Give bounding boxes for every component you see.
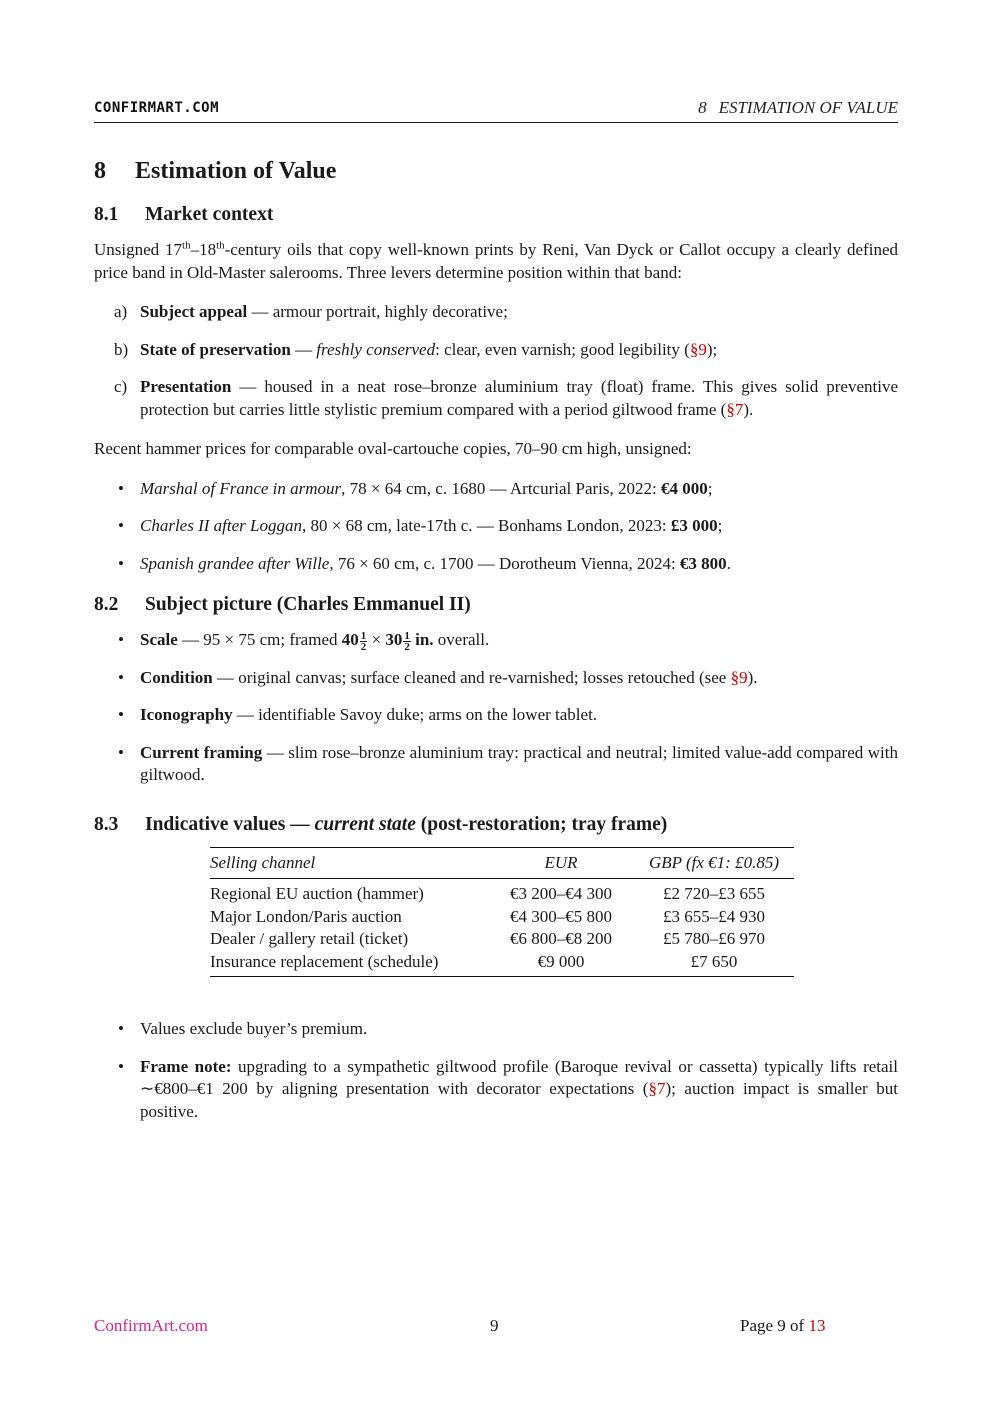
running-section-title: ESTIMATION OF VALUE bbox=[718, 98, 898, 117]
list-item: • Condition — original canvas; surface cleaned and re-varnished; losses retouched (see §9). bbox=[94, 667, 898, 690]
section-title: Estimation of Value bbox=[135, 158, 337, 184]
confirmart-logo: CONFIRMART.COM bbox=[94, 100, 220, 116]
value-levers-list bbox=[94, 301, 898, 421]
running-section-number: 8 bbox=[698, 98, 707, 117]
table-row: Regional EU auction (hammer) €3 200–€4 300 £2 720–£3 655 bbox=[210, 884, 765, 904]
value-notes-list bbox=[94, 1018, 898, 1123]
section-ref-link[interactable]: §9 bbox=[730, 667, 748, 687]
list-item: • Marshal of France in armour, 78 × 64 cm, c. 1680 — Artcurial Paris, 2022: €4 000; bbox=[94, 478, 898, 501]
total-pages-link[interactable]: 13 bbox=[808, 1316, 826, 1335]
subsection-heading-8-2 bbox=[94, 593, 898, 617]
running-title bbox=[698, 98, 898, 118]
main-content bbox=[94, 156, 898, 1141]
list-item: • Iconography — identifiable Savoy duke; arms on the lower tablet. bbox=[94, 704, 898, 727]
list-item: • Values exclude buyer’s premium. bbox=[94, 1018, 898, 1041]
column-header: GBP (fx €1: £0.85) bbox=[634, 847, 794, 879]
indicative-values-table bbox=[210, 847, 794, 978]
section-number: 8 bbox=[94, 158, 106, 184]
footer-page-count: Page 9 of 13 bbox=[740, 1316, 826, 1335]
table-row: Dealer / gallery retail (ticket) €6 800–€8 200 £5 780–£6 970 bbox=[210, 929, 765, 949]
subsection-number: 8.2 bbox=[94, 594, 119, 615]
comparables-list bbox=[94, 478, 898, 576]
list-item: • Frame note: upgrading to a sympathetic giltwood profile (Baroque revival or cassetta) typically lifts retail ∼€800–€1 200 by aligning presentation with decorator expectations (§7); auction impact is smaller but positive. bbox=[94, 1056, 898, 1124]
list-item: b) State of preservation — freshly conserved: clear, even varnish; good legibility (§9); bbox=[114, 339, 718, 359]
column-header: Selling channel bbox=[210, 847, 488, 879]
section-ref-link[interactable]: §7 bbox=[648, 1079, 666, 1099]
subject-picture-list bbox=[94, 629, 898, 787]
table-row: Insurance replacement (schedule) €9 000 £7 650 bbox=[210, 951, 794, 977]
table-row: Major London/Paris auction €4 300–€5 800 £3 655–£4 930 bbox=[210, 906, 765, 926]
list-item: • Current framing — slim rose–bronze aluminium tray: practical and neutral; limited value-add compared with giltwood. bbox=[94, 742, 898, 787]
fraction-half: $\frac{1}{2}$ bbox=[360, 629, 367, 653]
comparables-intro: Recent hammer prices for comparable oval-cartouche copies, 70–90 cm high, unsigned: bbox=[94, 439, 692, 458]
list-item: • Scale — 95 × 75 cm; framed 40 $\frac{1}{2}$ × 30 $\frac{1}{2}$ in. overall. bbox=[94, 629, 898, 652]
section-heading bbox=[94, 156, 898, 186]
footer-page-number: 9 bbox=[490, 1316, 499, 1335]
subsection-number: 8.3 bbox=[94, 813, 119, 835]
list-item: c) Presentation — housed in a neat rose–bronze aluminium tray (float) frame. This gives solid preventive protection but carries little stylistic premium compared with a period giltwood frame (§7). bbox=[114, 377, 898, 419]
subsection-heading-8-3: 8.3 Indicative values — current state (post-restoration; tray frame) bbox=[94, 813, 668, 835]
table-header-row bbox=[210, 847, 794, 879]
footer-site-link[interactable]: ConfirmArt.com bbox=[94, 1316, 208, 1335]
fraction-half: $\frac{1}{2}$ bbox=[404, 629, 410, 653]
list-item: • Charles II after Loggan, 80 × 68 cm, late-17th c. — Bonhams London, 2023: £3 000; bbox=[94, 515, 898, 538]
subsection-title: Subject picture (Charles Emmanuel II) bbox=[145, 594, 471, 615]
subsection-title: Market context bbox=[145, 204, 274, 225]
section-ref-link[interactable]: §9 bbox=[689, 339, 707, 359]
page-footer bbox=[94, 1316, 898, 1338]
list-item: a) Subject appeal — armour portrait, highly decorative; bbox=[114, 302, 508, 321]
subsection-heading-8-1 bbox=[94, 203, 898, 227]
section-ref-link[interactable]: §7 bbox=[726, 399, 744, 419]
subsection-number: 8.1 bbox=[94, 204, 119, 225]
column-header: EUR bbox=[488, 847, 634, 879]
list-item: • Spanish grandee after Wille, 76 × 60 cm, c. 1700 — Dorotheum Vienna, 2024: €3 800. bbox=[94, 553, 898, 576]
market-intro-paragraph: Unsigned 17th–18th-century oils that copy well-known prints by Reni, Van Dyck or Callot occupy a clearly defined price band in Old-Master salerooms. Three levers determine position within that band: bbox=[94, 239, 898, 282]
running-header bbox=[94, 98, 898, 123]
